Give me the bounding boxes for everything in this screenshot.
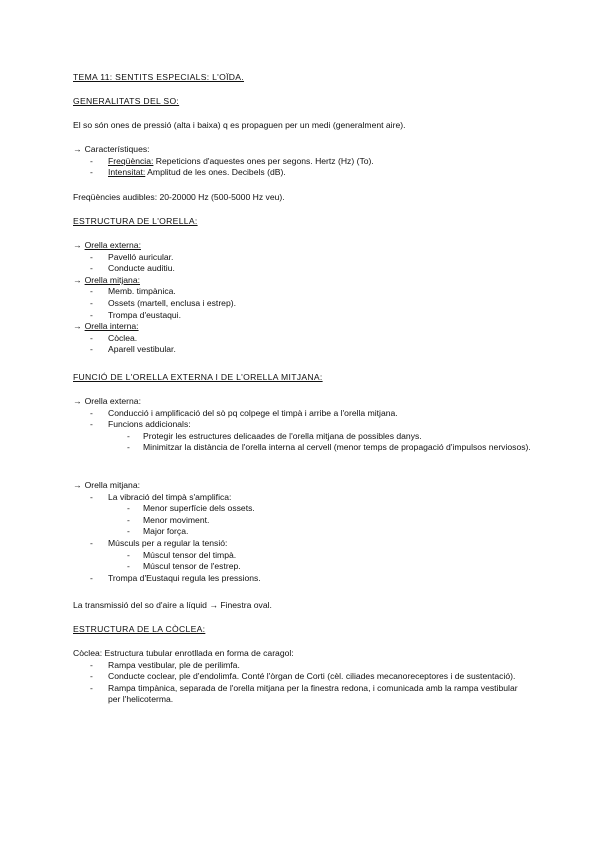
list-item-text: Pavelló auricular. (108, 251, 174, 262)
group-label-line (73, 275, 533, 287)
dash-bullet: - (90, 167, 93, 178)
dash-bullet: - (90, 671, 93, 682)
sub-list-item-text: Menor moviment. (143, 514, 210, 525)
dash-bullet: - (127, 514, 130, 525)
characteristics-list (73, 144, 533, 179)
sub-list-item-text: Menor superfície dels ossets. (143, 503, 255, 514)
list-item (73, 660, 533, 672)
term: Freqüència: (108, 155, 154, 166)
list-item (73, 167, 533, 179)
dash-bullet: - (90, 251, 93, 262)
dash-bullet: - (90, 297, 93, 308)
arrow-icon: → (73, 240, 82, 250)
dash-bullet: - (90, 286, 93, 297)
section-heading-coclea: ESTRUCTURA DE LA CÒCLEA: (73, 624, 206, 634)
dash-bullet: - (127, 430, 130, 441)
list-item (73, 344, 533, 356)
group-label: Orella interna: (84, 321, 139, 332)
sub-list-item-text: Múscul tensor de l'estrep. (143, 561, 241, 572)
sub-list-item (73, 561, 533, 573)
list-item-text: Conducció i amplificació del sò pq colpege el timpà i arribe a l'orella mitjana. (108, 407, 398, 418)
sub-list-item-text: Múscul tensor del timpà. (143, 549, 237, 560)
list-item (73, 156, 533, 168)
list-item-text: Rampa vestibular, ple de perilimfa. (108, 659, 240, 670)
list-item-text: Músculs per a regular la tensió: (108, 537, 228, 548)
list-item (73, 408, 533, 420)
generalitats-intro: El so són ones de pressió (alta i baixa) q es propaguen per un medi (generalment aire). (73, 120, 406, 130)
outer-ear-function (73, 396, 533, 454)
list-item-text: Conducte auditiu. (108, 263, 175, 274)
list-item (73, 263, 533, 275)
list-item (73, 298, 533, 310)
list-item (73, 310, 533, 322)
sub-list-item (73, 526, 533, 538)
list-item-text: Ossets (martell, enclusa i estrep). (108, 297, 236, 308)
list-item-text: La vibració del timpà s'amplifica: (108, 491, 232, 502)
cochlea-intro: Còclea: Estructura tubular enrotllada en forma de caragol: (73, 648, 294, 658)
dash-bullet: - (90, 155, 93, 166)
dash-bullet: - (90, 332, 93, 343)
dash-bullet: - (90, 344, 93, 355)
sub-list-item (73, 550, 533, 562)
group-label: Orella mitjana: (84, 480, 140, 490)
group-label-line (73, 240, 533, 252)
dash-bullet: - (90, 659, 93, 670)
list-item (73, 286, 533, 298)
term-definition: Repeticions d'aquestes ones per segons. Hertz (Hz) (To). (153, 155, 374, 166)
sub-list-item (73, 515, 533, 527)
list-item (73, 333, 533, 345)
section-heading-estructura-orella: ESTRUCTURA DE L'ORELLA: (73, 216, 198, 226)
section-heading-funcio: FUNCIÓ DE L'ORELLA EXTERNA I DE L'ORELLA MITJANA: (73, 372, 323, 382)
sub-list-item (73, 442, 533, 454)
arrow-icon: → (73, 480, 82, 490)
dash-bullet: - (90, 419, 93, 430)
group-label: Orella mitjana: (84, 274, 140, 285)
sub-list-item (73, 503, 533, 515)
sub-list-item (73, 431, 533, 443)
dash-bullet: - (90, 572, 93, 583)
arrow-icon: → (73, 144, 82, 154)
ear-structure-list (73, 240, 533, 356)
cochlea-list (73, 648, 533, 706)
list-item (73, 683, 528, 706)
list-item (73, 252, 533, 264)
dash-bullet: - (127, 526, 130, 537)
characteristics-label-line (73, 144, 533, 156)
list-item-text: Rampa timpànica, separada de l'orella mitjana per la finestra redona, i comunicada amb la rampa vestibular per l'helicoterma. (108, 682, 518, 705)
audible-frequencies: Freqüències audibles: 20-20000 Hz (500-5000 Hz veu). (73, 192, 285, 202)
term: Intensitat: (108, 167, 146, 178)
group-label-line (73, 396, 533, 408)
list-item-text: Memb. timpànica. (108, 286, 176, 297)
dash-bullet: - (90, 491, 93, 502)
page-title: TEMA 11: SENTITS ESPECIALS: L'OÏDA. (73, 72, 245, 82)
arrow-icon: → (73, 321, 82, 332)
list-item-text: Trompa d'Eustaqui regula les pressions. (108, 572, 261, 583)
arrow-icon: → (73, 396, 82, 406)
list-item (73, 573, 533, 585)
group-label: Orella externa: (84, 240, 141, 250)
list-item (73, 492, 533, 504)
list-item-text: Còclea. (108, 332, 138, 343)
list-item (73, 671, 528, 683)
list-item-text: Conducte coclear, ple d'endolimfa. Conté l'òrgan de Corti (cèl. ciliades mecanoreceptores i de sustentació). (108, 671, 516, 682)
list-item (73, 419, 533, 431)
middle-ear-function (73, 480, 533, 584)
dash-bullet: - (90, 263, 93, 274)
dash-bullet: - (127, 549, 130, 560)
arrow-icon: → (73, 274, 82, 285)
group-label: Orella externa: (84, 396, 141, 406)
transmission-note: La transmissió del so d'aire a líquid → Finestra oval. (73, 600, 272, 610)
list-item-text: Trompa d'eustaqui. (108, 309, 181, 320)
section-heading-generalitats: GENERALITATS DEL SO: (73, 96, 180, 106)
dash-bullet: - (90, 309, 93, 320)
dash-bullet: - (127, 561, 130, 572)
dash-bullet: - (90, 407, 93, 418)
dash-bullet: - (90, 682, 93, 693)
group-label-line (73, 321, 533, 333)
sub-list-item-text: Minimitzar la distància de l'orella interna al cervell (menor temps de propagació d'impulsos nerviosos). (143, 442, 531, 453)
term-definition: Amplitud de les ones. Decibels (dB). (145, 167, 286, 178)
list-item (73, 538, 533, 550)
list-item-text: Funcions addicionals: (108, 419, 191, 430)
characteristics-label: Característiques: (84, 144, 150, 154)
list-item-text: Aparell vestibular. (108, 344, 176, 355)
dash-bullet: - (127, 442, 130, 453)
dash-bullet: - (90, 537, 93, 548)
group-label-line (73, 480, 533, 492)
sub-list-item-text: Major força. (143, 526, 189, 537)
sub-list-item-text: Protegir les estructures delicaades de l'orella mitjana de possibles danys. (143, 430, 422, 441)
dash-bullet: - (127, 503, 130, 514)
